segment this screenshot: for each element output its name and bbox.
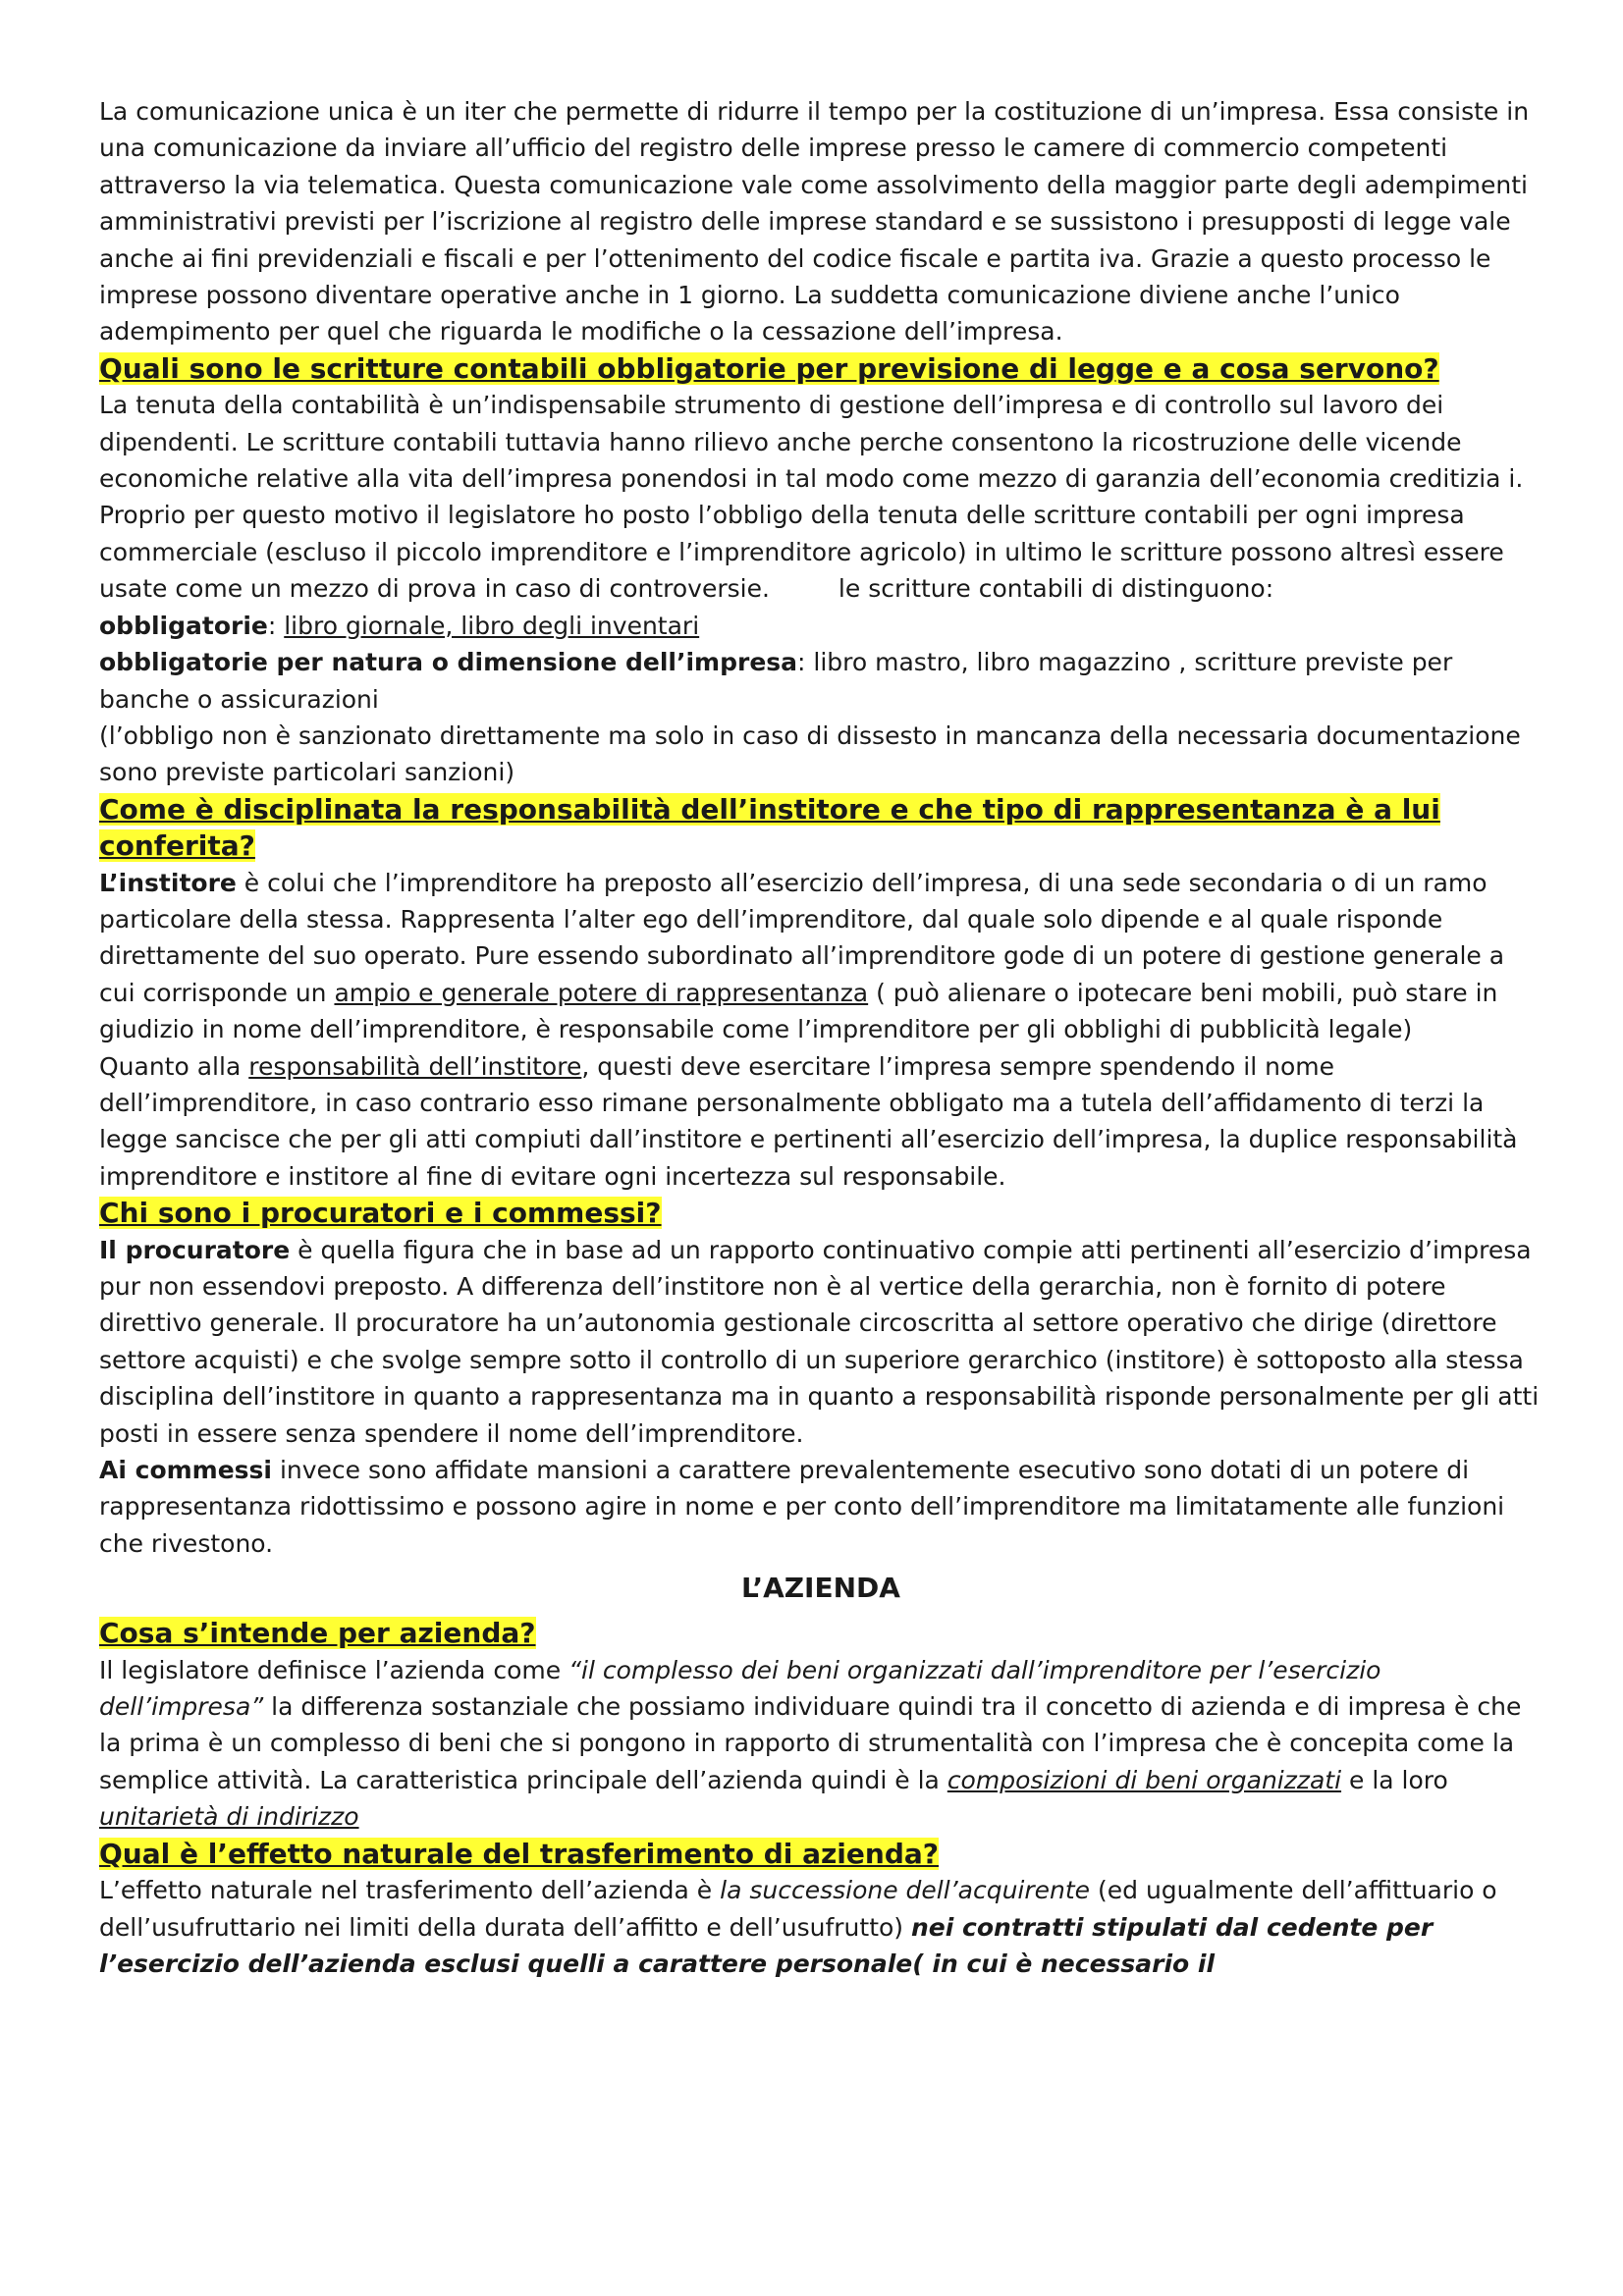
- paragraph-scritture: La tenuta della contabilità è un’indispensabile strumento di gestione dell’impresa e di controllo sul lavoro dei dipendenti. Le scritture contabili tuttavia hanno rilievo anche perche consentono la ricostruzione delle vicende economiche relative alla vita dell’impresa ponendosi in tal modo come mezzo di garanzia dell’economia creditizia i. Proprio per questo motivo il legislatore ho posto l’obbligo della tenuta delle scritture contabili per ogni impresa commerciale (escluso il piccolo imprenditore e l’imprenditore agricolo) in ultimo le scritture possono altresì essere usate come un mezzo di prova in caso di controversie. le scritture contabili di distinguono:: [99, 391, 1524, 604]
- note-sanzioni: (l’obbligo non è sanzionato direttamente ma solo in caso di dissesto in mancanza della necessaria documentazione sono previste particolari sanzioni): [99, 721, 1521, 787]
- paragraph-procuratore: Il procuratore è quella figura che in base ad un rapporto continuativo compie atti pertinenti all’esercizio d’impresa pur non essendovi preposto. A differenza dell’institore non è al vertice della gerarchia, non è fornito di potere direttivo generale. Il procuratore ha un’autonomia gestionale circoscritta al settore operativo che dirige (direttore settore acquisti) e che svolge sempre sotto il controllo di un superiore gerarchico (institore) è sottoposto alla stessa disciplina dell’institore in quanto a rappresentanza ma in quanto a responsabilità risponde personalmente per gli atti posti in essere senza spendere il nome dell’imprenditore.: [99, 1235, 1540, 1448]
- paragraph-institore: L’institore è colui che l’imprenditore ha preposto all’esercizio dell’impresa, di una sede secondaria o di un ramo particolare della stessa. Rappresenta l’alter ego dell’imprenditore, dal quale solo dipende e al quale risponde direttamente del suo operato. Pure essendo subordinato all’imprenditore gode di un potere di gestione generale a cui corrisponde un ampio e generale potere di rappresentanza ( può alienare o ipotecare beni mobili, può stare in giudizio in nome dell’imprenditore, è responsabile come l’imprenditore per gli obblighi di pubblicità legale): [99, 868, 1505, 1044]
- paragraph-azienda: Il legislatore definisce l’azienda come “il complesso dei beni organizzati dall’imprenditore per l’esercizio dell’impresa” la differenza sostanziale che possiamo individuare quindi tra il concetto di azienda e di impresa è che la prima è un complesso di beni che si pongono in rapporto di strumentalità con l’impresa che è concepita come la semplice attività. La caratteristica principale dell’azienda quindi è la composizioni di beni organizzati e la loro unitarietà di indirizzo: [99, 1655, 1522, 1832]
- question-heading-trasferimento: Qual è l’effetto naturale del trasferimento di azienda?: [99, 1837, 940, 1870]
- paragraph-trasferimento: L’effetto naturale nel trasferimento dell’azienda è la successione dell’acquirente (ed ugualmente dell’affittuario o dell’usufruttario nei limiti della durata dell’affitto e dell’usufrutto) nei contratti stipulati dal cedente per l’esercizio dell’azienda esclusi quelli a carattere personale( in cui è necessario il: [99, 1876, 1497, 1978]
- list-obbligatorie-natura: obbligatorie per natura o dimensione dell’impresa: libro mastro, libro magazzino , scritture previste per banche o assicurazioni: [99, 648, 1453, 714]
- paragraph-responsabilita: Quanto alla responsabilità dell’institore, questi deve esercitare l’impresa sempre spendendo il nome dell’imprenditore, in caso contrario esso rimane personalmente obbligato ma a tutela dell’affidamento di terzi la legge sancisce che per gli atti compiuti dall’institore e pertinenti all’esercizio dell’impresa, la duplice responsabilità imprenditore e institore al fine di evitare ogni incertezza sul responsabile.: [99, 1051, 1518, 1191]
- paragraph-commessi: Ai commessi invece sono affidate mansioni a carattere prevalentemente esecutivo sono dotati di un potere di rappresentanza ridottissimo e possono agire in nome e per conto dell’imprenditore ma limitatamente alle funzioni che rivestono.: [99, 1456, 1505, 1558]
- question-heading-institore: Come è disciplinata la responsabilità dell’institore e che tipo di rappresentanza è a lui conferita?: [99, 792, 1440, 863]
- question-heading-azienda: Cosa s’intende per azienda?: [99, 1617, 536, 1650]
- document-page: [99, 93, 1542, 1982]
- question-heading-scritture: Quali sono le scritture contabili obbligatorie per previsione di legge e a cosa servono?: [99, 351, 1439, 385]
- list-obbligatorie: obbligatorie: libro giornale, libro degli inventari: [99, 611, 700, 640]
- section-title: L’AZIENDA: [741, 1572, 900, 1605]
- question-heading-procuratori: Chi sono i procuratori e i commessi?: [99, 1197, 662, 1230]
- intro-paragraph: La comunicazione unica è un iter che permette di ridurre il tempo per la costituzione di un’impresa. Essa consiste in una comunicazione da inviare all’ufficio del registro delle imprese presso le camere di commercio competenti attraverso la via telematica. Questa comunicazione vale come assolvimento della maggior parte degli adempimenti amministrativi previsti per l’iscrizione al registro delle imprese standard e se sussistono i presupposti di legge vale anche ai fini previdenziali e fiscali e per l’ottenimento del codice fiscale e partita iva. Grazie a questo processo le imprese possono diventare operative anche in 1 giorno. La suddetta comunicazione diviene anche l’unico adempimento per quel che riguarda le modifiche o la cessazione dell’impresa.: [99, 97, 1530, 347]
